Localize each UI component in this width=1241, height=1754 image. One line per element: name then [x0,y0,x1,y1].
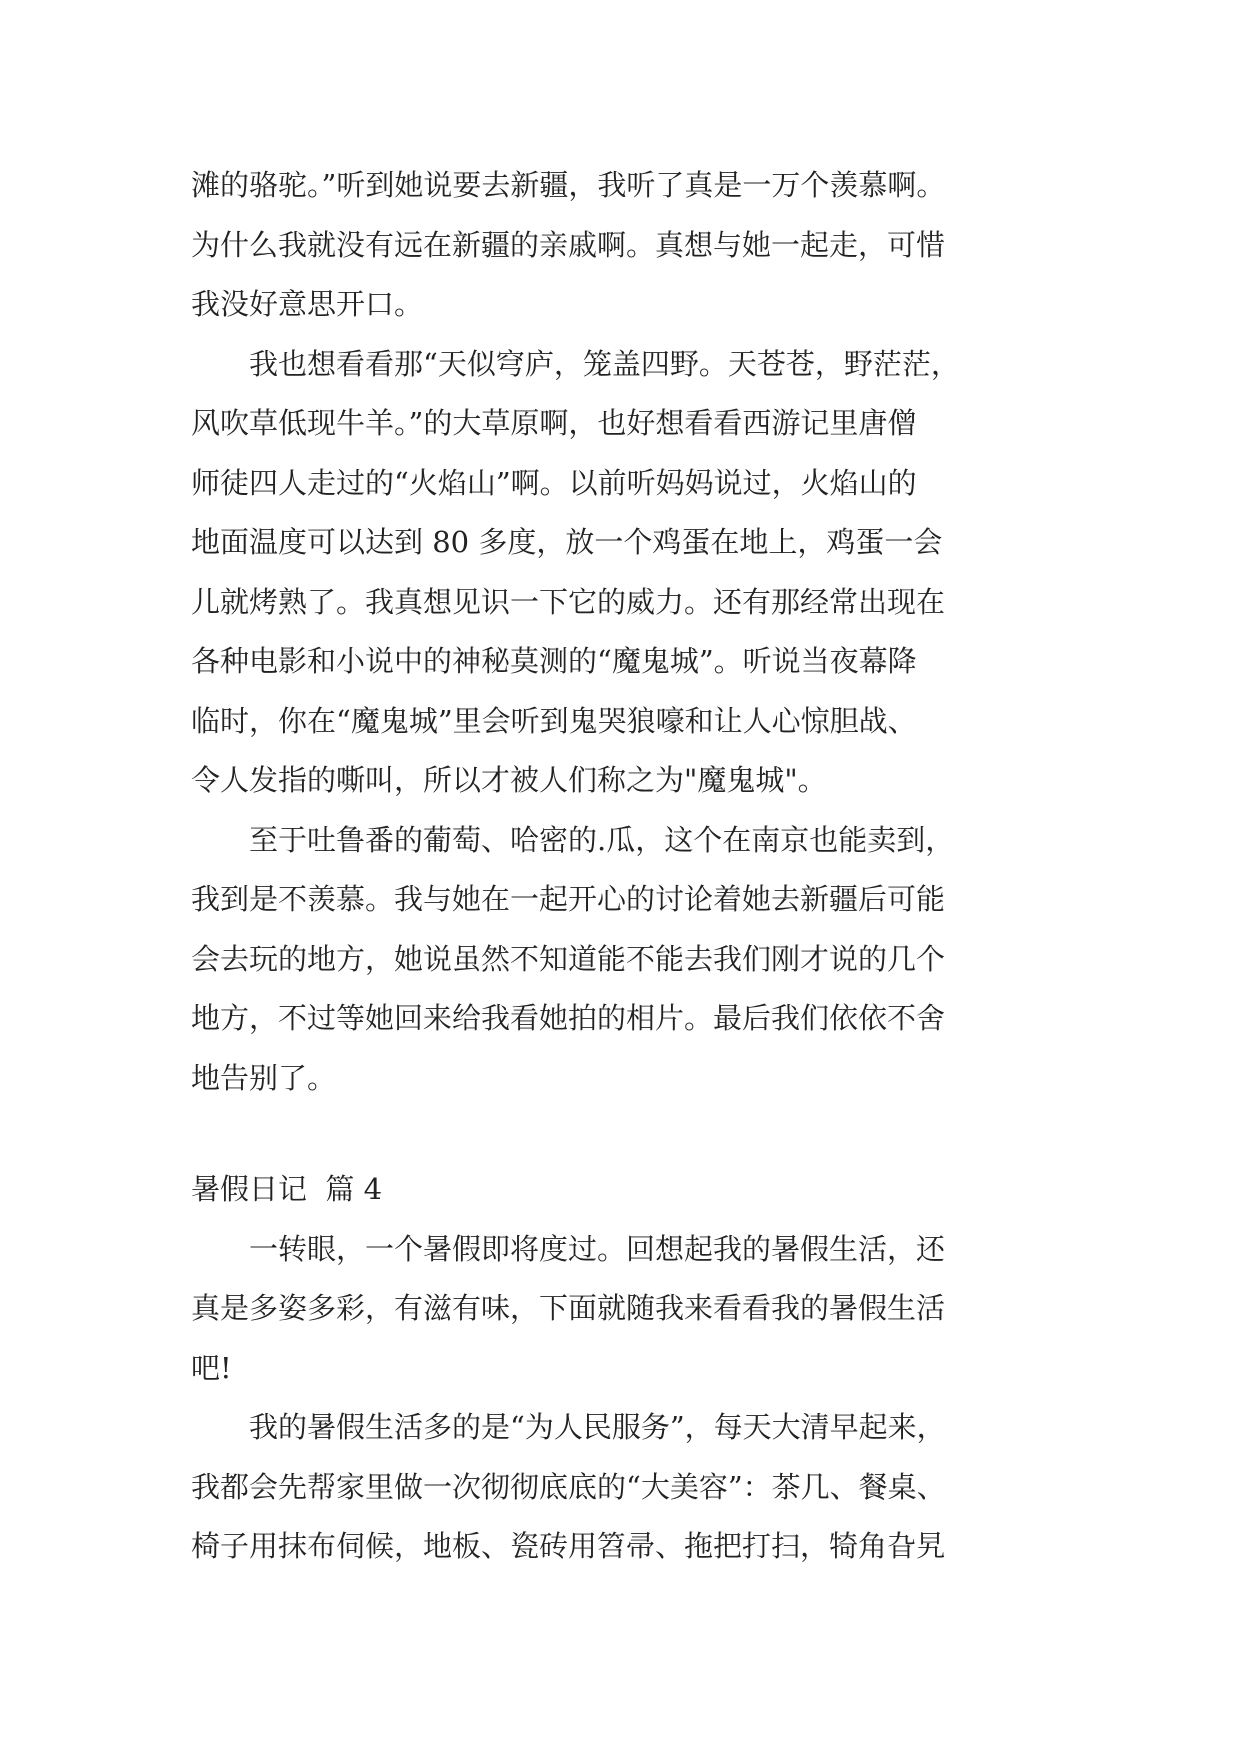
text-line: 师徒四人走过的“火焰山”啊。以前听妈妈说过，火焰山的 [191,465,917,500]
text-line: 一转眼，一个暑假即将度过。回想起我的暑假生活，还 [191,1231,946,1266]
text-line: 为什么我就没有远在新疆的亲戚啊。真想与她一起走，可惜 [191,227,946,262]
text-line: 吧! [191,1350,232,1385]
text-line: 我都会先帮家里做一次彻彻底底的“大美容”：茶几、餐桌、 [191,1469,946,1504]
text-line: 临时，你在“魔鬼城”里会听到鬼哭狼嚎和让人心惊胆战、 [191,703,917,738]
text-line: 地告别了。 [191,1060,337,1095]
text-line: 儿就烤熟了。我真想见识一下它的威力。还有那经常出现在 [191,584,946,619]
text-line: 我没好意思开口。 [191,287,424,321]
document-body [191,156,1071,1577]
text-line: 我也想看看那“天似穹庐，笼盖四野。天苍苍，野茫茫， [191,346,960,381]
text-line: 地面温度可以达到 80 多度，放一个鸡蛋在地上，鸡蛋一会 [191,525,943,559]
text-line: 滩的骆驼。”听到她说要去新疆，我听了真是一万个羡慕啊。 [191,168,946,202]
text-line: 椅子用抹布伺候，地板、瓷砖用笤帚、拖把打扫，犄角旮旯 [191,1529,946,1563]
section-heading: 暑假日记 篇 4 [191,1172,383,1206]
text-line: 令人发指的嘶叫，所以才被人们称之为"魔鬼城"。 [191,763,827,797]
text-line: 各种电影和小说中的神秘莫测的“魔鬼城”。听说当夜幕降 [191,644,917,678]
text-line: 真是多姿多彩，有滋有味，下面就随我来看看我的暑假生活 [191,1291,946,1325]
text-line: 我到是不羡慕。我与她在一起开心的讨论着她去新疆后可能 [191,882,946,916]
text-line: 我的暑假生活多的是“为人民服务”，每天大清早起来， [191,1410,946,1444]
text-line: 地方，不过等她回来给我看她拍的相片。最后我们依依不舍 [191,1001,946,1035]
text-line: 风吹草低现牛羊。”的大草原啊，也好想看看西游记里唐僧 [191,406,917,440]
section-gap [191,1108,1071,1160]
text-line: 至于吐鲁番的葡萄、哈密的.瓜，这个在南京也能卖到， [191,822,955,857]
text-line: 会去玩的地方，她说虽然不知道能不能去我们刚才说的几个 [191,941,946,976]
